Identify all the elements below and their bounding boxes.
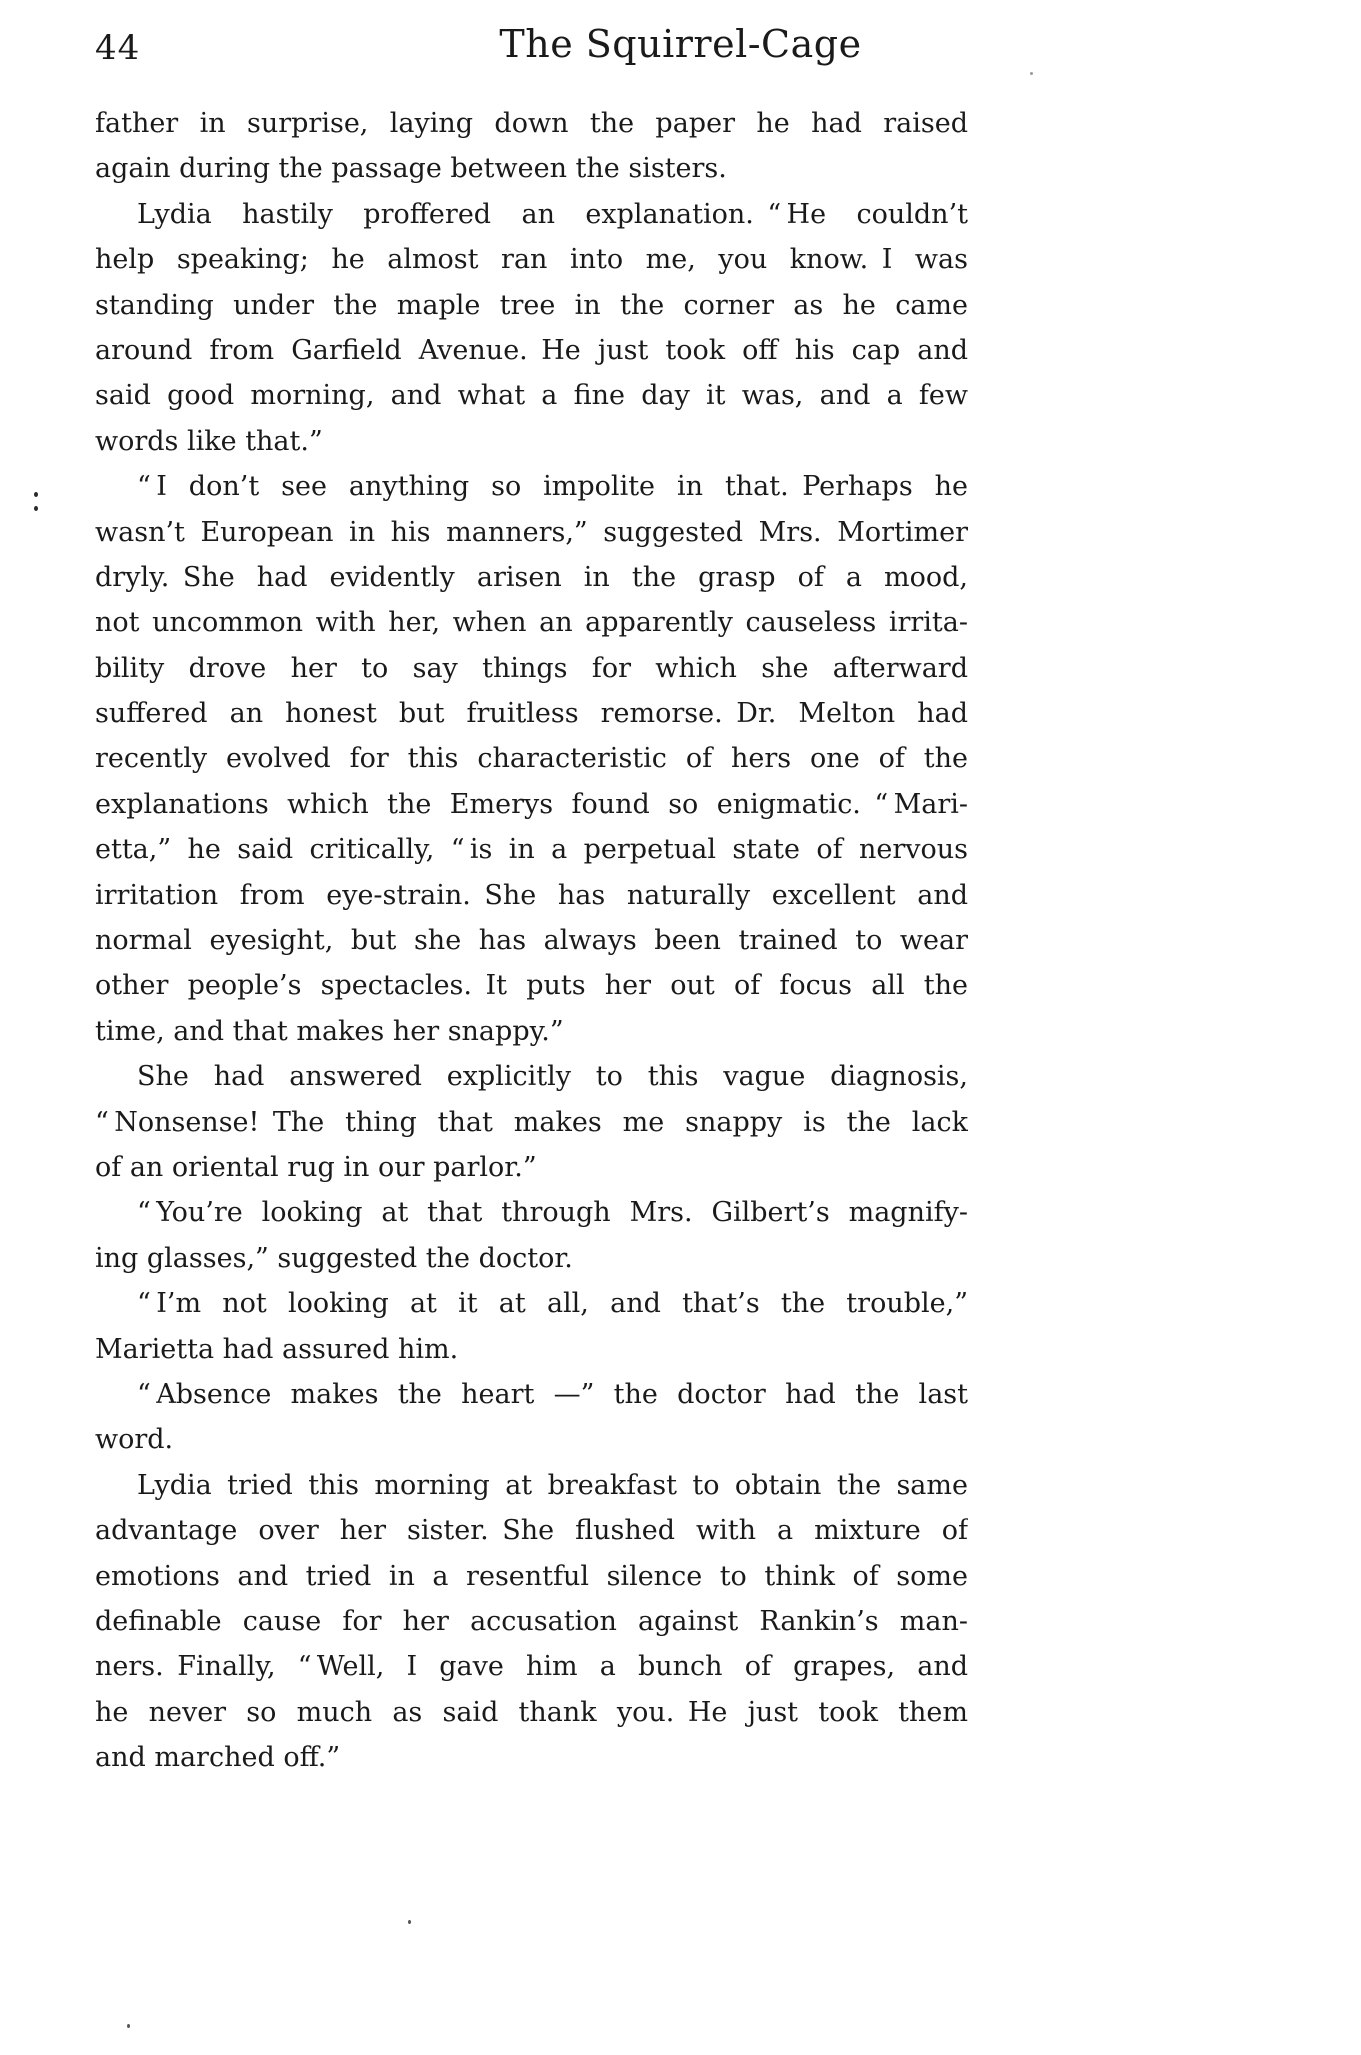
- page-number: 44: [95, 28, 141, 68]
- text-line: ing glasses,” suggested the doctor.: [95, 1242, 573, 1274]
- text-line: “ I don’t see anything so impolite in that. Perhaps he: [137, 471, 968, 503]
- text-line: normal eyesight, but she has always been trained to wear: [95, 925, 968, 957]
- text-line: emotions and tried in a resentful silence to think of some: [95, 1560, 968, 1592]
- running-title: The Squirrel-Cage: [499, 22, 862, 66]
- text-line: “ You’re looking at that through Mrs. Gilbert’s magnify-: [137, 1197, 968, 1229]
- scan-speck: [34, 506, 38, 511]
- text-line: word.: [95, 1424, 174, 1456]
- text-line: words like that.”: [95, 425, 323, 457]
- text-line: She had answered explicitly to this vague diagnosis,: [137, 1061, 968, 1093]
- text-line: said good morning, and what a fine day it was, and a few: [95, 380, 968, 412]
- text-line: standing under the maple tree in the corner as he came: [95, 289, 968, 321]
- text-line: help speaking; he almost ran into me, you know. I was: [95, 244, 968, 276]
- text-block: [95, 101, 968, 1780]
- text-line: etta,” he said critically, “ is in a perpetual state of nervous: [95, 834, 968, 866]
- text-line: definable cause for her accusation against Rankin’s man-: [95, 1605, 968, 1637]
- text-line: again during the passage between the sisters.: [95, 153, 727, 185]
- text-line: ners. Finally, “ Well, I gave him a bunch of grapes, and: [95, 1651, 968, 1683]
- text-line: dryly. She had evidently arisen in the grasp of a mood,: [95, 561, 968, 593]
- text-line: “ Nonsense! The thing that makes me snappy is the lack: [95, 1106, 968, 1138]
- text-line: advantage over her sister. She flushed with a mixture of: [95, 1515, 968, 1547]
- text-line: “ Absence makes the heart —” the doctor had the last: [137, 1378, 968, 1410]
- text-line: “ I’m not looking at it at all, and that’s the trouble,”: [137, 1288, 968, 1320]
- scan-speck: [34, 492, 38, 497]
- text-line: irritation from eye-strain. She has naturally excellent and: [95, 879, 968, 911]
- scan-speck: [1030, 72, 1033, 75]
- text-line: Lydia tried this morning at breakfast to obtain the same: [137, 1469, 968, 1501]
- text-line: he never so much as said thank you. He just took them: [95, 1696, 968, 1728]
- text-line: bility drove her to say things for which she afterward: [95, 652, 968, 684]
- text-line: of an oriental rug in our parlor.”: [95, 1151, 537, 1183]
- scan-speck: [127, 2024, 130, 2028]
- text-line: Lydia hastily proffered an explanation. “ He couldn’t: [137, 198, 968, 230]
- text-line: other people’s spectacles. It puts her out of focus all the: [95, 970, 968, 1002]
- text-line: Marietta had assured him.: [95, 1333, 459, 1365]
- text-line: suffered an honest but fruitless remorse. Dr. Melton had: [95, 698, 968, 730]
- text-line: and marched off.”: [95, 1742, 341, 1774]
- scan-speck: [408, 1920, 411, 1924]
- text-line: explanations which the Emerys found so enigmatic. “ Mari-: [95, 788, 968, 820]
- text-line: time, and that makes her snappy.”: [95, 1015, 564, 1047]
- text-line: father in surprise, laying down the paper he had raised: [95, 108, 968, 139]
- text-line: around from Garfield Avenue. He just took off his cap and: [95, 334, 968, 366]
- text-line: wasn’t European in his manners,” suggested Mrs. Mortimer: [95, 516, 968, 548]
- text-line: recently evolved for this characteristic of hers one of the: [95, 743, 968, 775]
- text-line: not uncommon with her, when an apparently causeless irrita-: [95, 607, 968, 639]
